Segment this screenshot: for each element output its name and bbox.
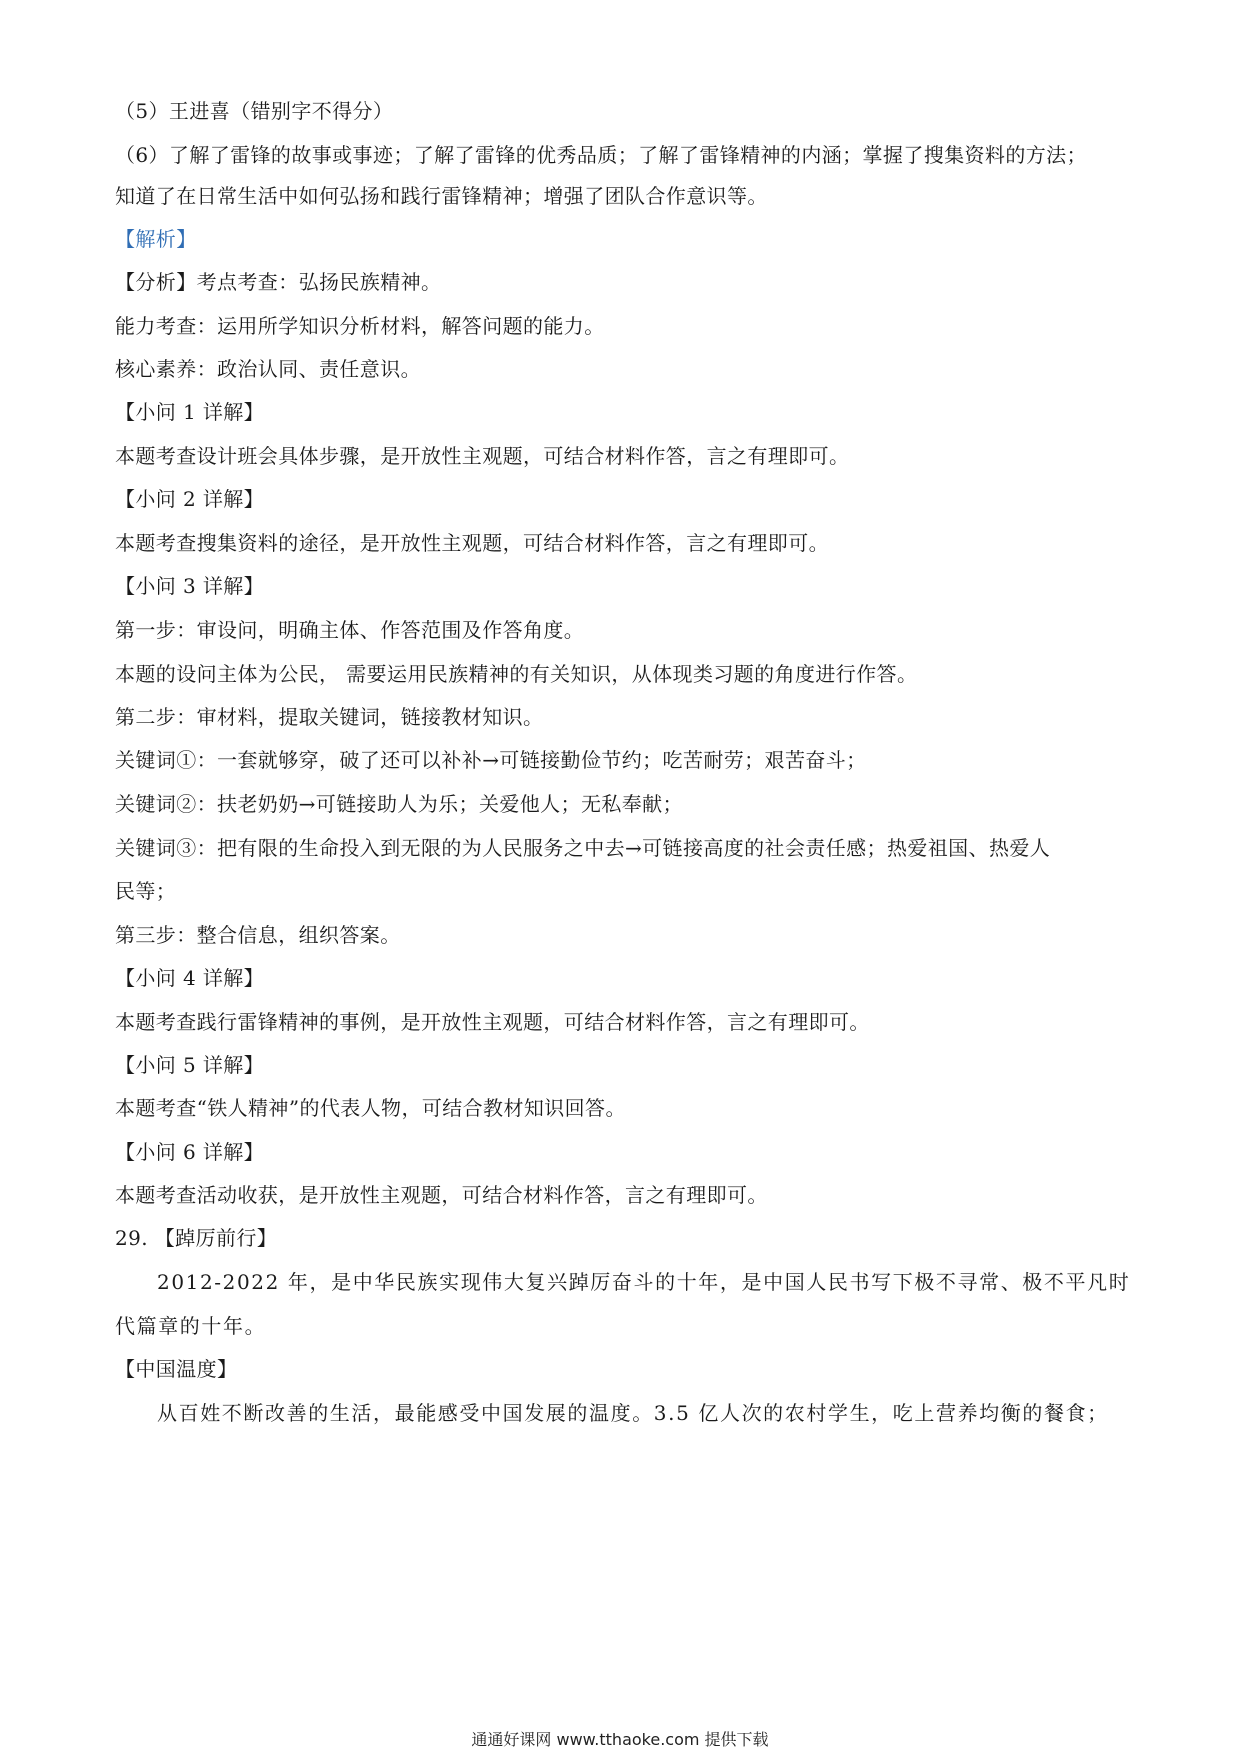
keyword-1: 关键词①：一套就够穿，破了还可以补补→可链接勤俭节约；吃苦耐劳；艰苦奋斗； <box>115 748 867 772</box>
keyword-3-line-2: 民等； <box>115 879 177 903</box>
step-2: 第二步：审材料，提取关键词，链接教材知识。 <box>115 705 544 729</box>
china-warmth-heading: 【中国温度】 <box>115 1357 238 1381</box>
question-29-paragraph-line-2: 代篇章的十年。 <box>115 1314 267 1338</box>
footer-credit: 通通好课网 www.tthaoke.com 提供下载 <box>471 1730 769 1749</box>
sub-question-4-text: 本题考查践行雷锋精神的事例，是开放性主观题，可结合材料作答，言之有理即可。 <box>115 1010 870 1034</box>
china-warmth-paragraph: 从百姓不断改善的生活，最能感受中国发展的温度。3.5 亿人次的农村学生，吃上营养均衡的餐食； <box>157 1401 1109 1425</box>
question-29-paragraph-line-1: 2012-2022 年，是中华民族实现伟大复兴踔厉奋斗的十年，是中国人民书写下极不寻常、极不平凡时 <box>157 1270 1131 1294</box>
sub-question-5-heading: 【小问 5 详解】 <box>115 1053 265 1077</box>
analysis-ability: 能力考查：运用所学知识分析材料，解答问题的能力。 <box>115 314 605 338</box>
analysis-core-literacy: 核心素养：政治认同、责任意识。 <box>115 357 421 381</box>
sub-question-2-text: 本题考查搜集资料的途径，是开放性主观题，可结合材料作答，言之有理即可。 <box>115 531 829 555</box>
sub-question-1-heading: 【小问 1 详解】 <box>115 400 265 424</box>
step-3: 第三步：整合信息，组织答案。 <box>115 923 401 947</box>
sub-question-6-heading: 【小问 6 详解】 <box>115 1140 265 1164</box>
question-29-heading: 29. 【踔厉前行】 <box>115 1226 278 1250</box>
step-1-detail: 本题的设问主体为公民， 需要运用民族精神的有关知识，从体现类习题的角度进行作答。 <box>115 662 918 686</box>
answer-item-6-line-1: （6）了解了雷锋的故事或事迹；了解了雷锋的优秀品质；了解了雷锋精神的内涵；掌握了搜集资料的方法； <box>115 143 1087 167</box>
analysis-heading: 【解析】 <box>115 227 197 251</box>
keyword-3-line-1: 关键词③：把有限的生命投入到无限的为人民服务之中去→可链接高度的社会责任感；热爱祖国、热爱人 <box>115 836 1051 860</box>
keyword-2: 关键词②：扶老奶奶→可链接助人为乐；关爱他人；无私奉献； <box>115 792 683 816</box>
analysis-exam-point: 【分析】考点考查：弘扬民族精神。 <box>115 270 442 294</box>
sub-question-6-text: 本题考查活动收获，是开放性主观题，可结合材料作答，言之有理即可。 <box>115 1183 768 1207</box>
step-1: 第一步：审设问，明确主体、作答范围及作答角度。 <box>115 618 585 642</box>
sub-question-5-text: 本题考查“铁人精神”的代表人物，可结合教材知识回答。 <box>115 1096 626 1120</box>
sub-question-4-heading: 【小问 4 详解】 <box>115 966 265 990</box>
sub-question-3-heading: 【小问 3 详解】 <box>115 574 265 598</box>
sub-question-1-text: 本题考查设计班会具体步骤，是开放性主观题，可结合材料作答，言之有理即可。 <box>115 444 850 468</box>
sub-question-2-heading: 【小问 2 详解】 <box>115 487 265 511</box>
answer-item-6-line-2: 知道了在日常生活中如何弘扬和践行雷锋精神；增强了团队合作意识等。 <box>115 184 768 208</box>
answer-item-5: （5）王进喜（错别字不得分） <box>115 99 394 123</box>
